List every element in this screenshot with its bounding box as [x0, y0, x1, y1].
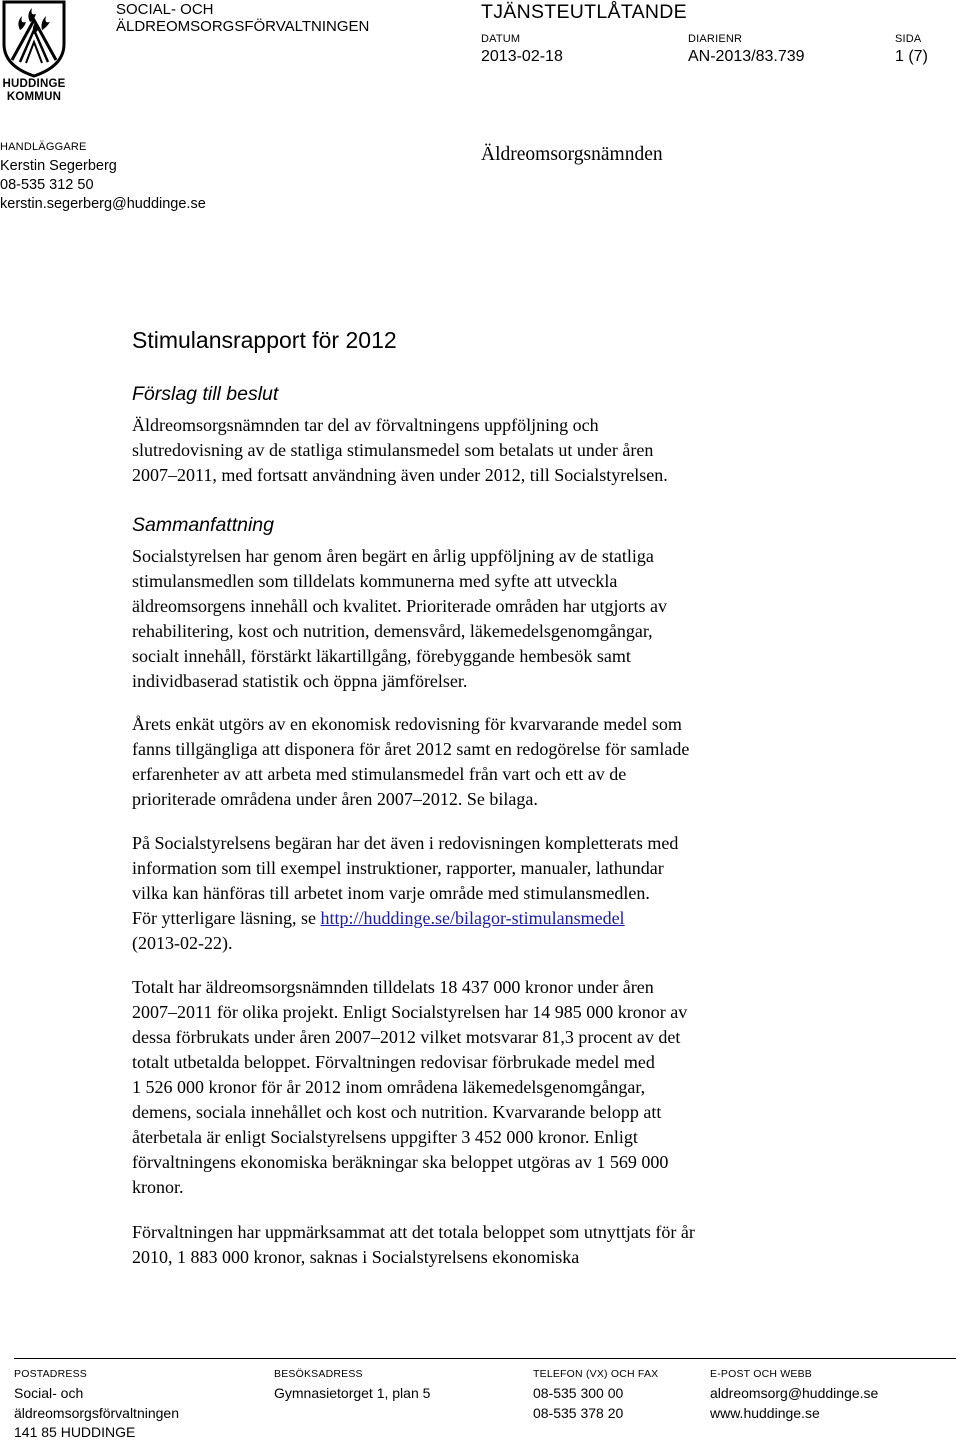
text-line: förvaltningens ekonomiska beräkningar ska beloppet utgöras av 1 569 000 — [132, 1152, 669, 1172]
logo-text-line1: HUDDINGE — [2, 78, 66, 90]
text-line: Totalt har äldreomsorgsnämnden tilldelats 18 437 000 kronor under åren — [132, 977, 654, 997]
footer-email: aldreomsorg@huddinge.se — [710, 1385, 879, 1401]
text-line: dessa förbrukats under åren 2007–2012 vilket motsvarar 81,3 procent av det — [132, 1027, 681, 1047]
text-line: (2013-02-22). — [132, 933, 233, 953]
footer-postal-line: Social- och — [14, 1385, 84, 1401]
text-line: 1 526 000 kronor för år 2012 inom områdena läkemedelsgenomgångar, — [132, 1077, 646, 1097]
text-line: stimulansmedlen som tilldelats kommunerna med syfte att utveckla — [132, 571, 618, 591]
logo-text-line2: KOMMUN — [6, 91, 62, 103]
footer-visit-value: Gymnasietorget 1, plan 5 — [274, 1385, 431, 1401]
document-type: TJÄNSTEUTLÅTANDE — [481, 1, 687, 23]
footer-fax-line: 08-535 378 20 — [533, 1405, 624, 1421]
text-line: Årets enkät utgörs av en ekonomisk redovisning för kvarvarande medel som — [132, 714, 682, 734]
date-label: DATUM — [481, 33, 521, 45]
text-line: 2010, 1 883 000 kronor, saknas i Socialstyrelsens ekonomiska — [132, 1247, 580, 1267]
text-line-with-link — [132, 906, 832, 931]
handler-email: kerstin.segerberg@huddinge.se — [0, 196, 206, 212]
text-line: Förvaltningen har uppmärksammat att det totala beloppet som utnyttjats för år — [132, 1222, 695, 1242]
text-line: kronor. — [132, 1177, 184, 1197]
footer-website: www.huddinge.se — [710, 1405, 820, 1421]
text-line: 2007–2011 för olika projekt. Enligt Socialstyrelsen har 14 985 000 kronor av — [132, 1002, 688, 1022]
text-line: vilka kan hänföras till arbetet inom varje område med stimulansmedlen. — [132, 883, 650, 903]
proposal-paragraph — [132, 413, 832, 488]
coat-of-arms-icon — [0, 0, 68, 78]
footer-phone-line: 08-535 300 00 — [533, 1385, 624, 1401]
text-line: totalt utbetalda beloppet. Förvaltningen redovisar förbrukade medel med — [132, 1052, 655, 1072]
footer-divider — [14, 1358, 956, 1359]
bilagor-link[interactable]: http://huddinge.se/bilagor-stimulansmedel — [320, 908, 625, 928]
footer-postal-line: 141 85 HUDDINGE — [14, 1424, 136, 1440]
summary-paragraph-4 — [132, 975, 832, 1200]
link-prefix: För ytterligare läsning, se — [132, 908, 321, 928]
text-line: Socialstyrelsen har genom åren begärt en årlig uppföljning av de statliga — [132, 546, 654, 566]
handler-name: Kerstin Segerberg — [0, 158, 117, 174]
summary-paragraph-2 — [132, 712, 832, 812]
footer-phone-label: TELEFON (VX) OCH FAX — [533, 1368, 659, 1380]
diary-number-value: AN-2013/83.739 — [688, 48, 805, 65]
handler-label: HANDLÄGGARE — [0, 141, 87, 153]
text-line: äldreomsorgens innehåll och kvalitet. Prioriterade områden har utgjorts av — [132, 596, 668, 616]
section-heading-summary: Sammanfattning — [132, 514, 274, 536]
diary-number-label: DIARIENR — [688, 33, 743, 45]
footer-visit-label: BESÖKSADRESS — [274, 1368, 363, 1380]
footer-web-label: E-POST OCH WEBB — [710, 1368, 812, 1380]
text-line: Äldreomsorgsnämnden tar del av förvaltningens uppföljning och — [132, 415, 599, 435]
text-line: rehabilitering, kost och nutrition, demensvård, läkemedelsgenomgångar, — [132, 621, 653, 641]
date-value: 2013-02-18 — [481, 48, 563, 65]
page-value: 1 (7) — [895, 48, 928, 65]
text-line: information som till exempel instruktioner, rapporter, manualer, lathundar — [132, 858, 664, 878]
text-line: erfarenheter av att arbeta med stimulansmedel från vart och ett av de — [132, 764, 627, 784]
huddinge-logo — [0, 0, 68, 104]
text-line: individbaserad statistik och öppna jämförelser. — [132, 671, 468, 691]
text-line: prioriterade områdena under åren 2007–2012. Se bilaga. — [132, 789, 538, 809]
org-name-line2: ÄLDREOMSORGSFÖRVALTNINGEN — [116, 18, 370, 35]
text-line: På Socialstyrelsens begäran har det även i redovisningen kompletterats med — [132, 833, 679, 853]
text-line: återbetala är enligt Socialstyrelsens uppgifter 3 452 000 kronor. Enligt — [132, 1127, 638, 1147]
page-label: SIDA — [895, 33, 922, 45]
text-line: demens, sociala innehållet och kost och nutrition. Kvarvarande belopp att — [132, 1102, 662, 1122]
summary-paragraph-3 — [132, 831, 832, 956]
document-title: Stimulansrapport för 2012 — [132, 327, 397, 353]
summary-paragraph-5 — [132, 1220, 832, 1270]
org-name-line1: SOCIAL- OCH — [116, 1, 214, 18]
summary-paragraph-1 — [132, 544, 832, 694]
handler-phone: 08-535 312 50 — [0, 177, 94, 193]
footer-postal-label: POSTADRESS — [14, 1368, 87, 1380]
footer-postal-line: äldreomsorgsförvaltningen — [14, 1405, 179, 1421]
section-heading-proposal: Förslag till beslut — [132, 383, 279, 405]
recipient: Äldreomsorgsnämnden — [481, 144, 663, 165]
text-line: fanns tillgängliga att disponera för året 2012 samt en redogörelse för samlade — [132, 739, 690, 759]
text-line: 2007–2011, med fortsatt användning även under 2012, till Socialstyrelsen. — [132, 465, 668, 485]
text-line: socialt innehåll, förstärkt läkartillgång, förebyggande hembesök samt — [132, 646, 631, 666]
text-line: slutredovisning av de statliga stimulansmedel som betalats ut under åren — [132, 440, 654, 460]
